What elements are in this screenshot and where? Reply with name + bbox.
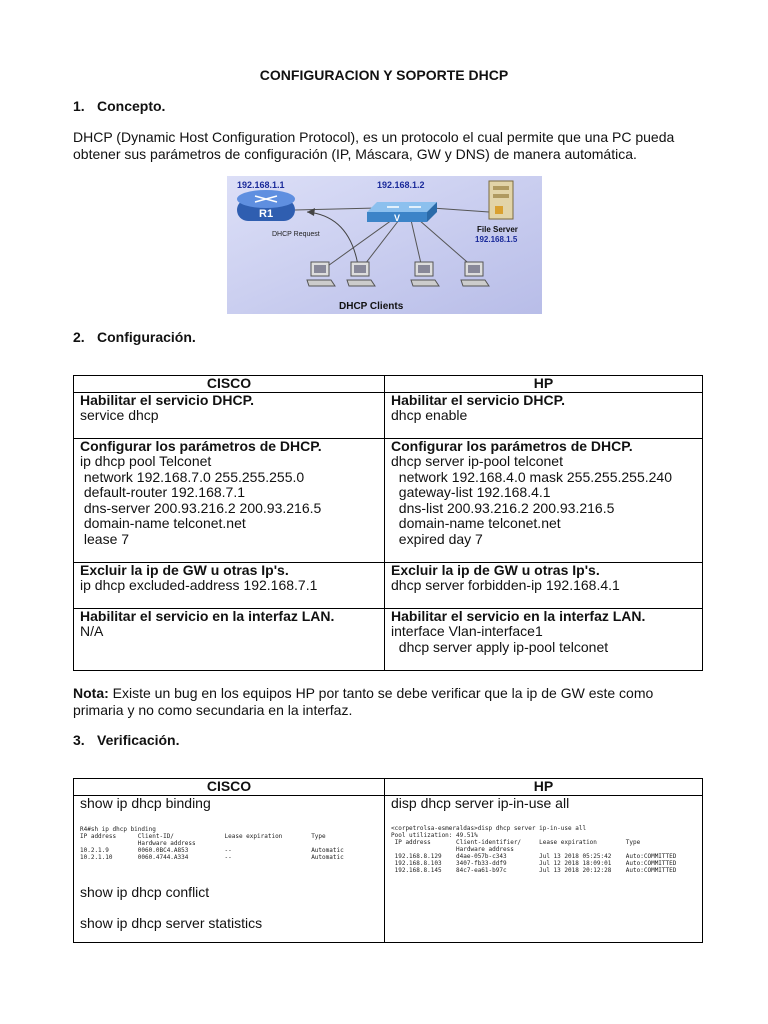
document-title: CONFIGURACION Y SOPORTE DHCP — [259, 67, 509, 83]
terminal-line: IP address Client-ID/ Lease expiration Type — [80, 833, 326, 840]
command-line: disp dhcp server ip-in-use all — [391, 794, 570, 811]
command-line: gateway-list 192.168.4.1 — [391, 484, 551, 500]
dhcp-clients-label: DHCP Clients — [339, 301, 404, 312]
cell-title: Habilitar el servicio en la interfaz LAN. — [80, 607, 335, 624]
cisco-terminal-output — [80, 826, 378, 861]
terminal-line: Pool utilization: 49.51% — [391, 832, 478, 839]
section-heading-configuracion — [73, 329, 196, 345]
section-heading-concepto — [73, 98, 165, 114]
cisco-cell — [74, 562, 385, 608]
hp-cell — [385, 795, 703, 942]
cell-title: Habilitar el servicio DHCP. — [80, 391, 255, 408]
command-line: domain-name telconet.net — [391, 515, 561, 531]
command-line: show ip dhcp binding — [80, 794, 211, 811]
cisco-cell — [74, 608, 385, 670]
hp-cell — [385, 562, 703, 608]
terminal-line: 10.2.1.9 0060.0BC4.A853 -- Automatic — [80, 847, 344, 854]
command-line: dhcp server forbidden-ip 192.168.4.1 — [391, 577, 620, 593]
cisco-cell — [74, 392, 385, 438]
terminal-line: 192.168.8.103 3407-fb33-ddf9 Jul 12 2018 18:09:01 Auto:COMMITTED — [391, 860, 677, 867]
switch-ip: 192.168.1.2 — [377, 180, 425, 190]
section-title: Configuración. — [97, 329, 196, 345]
hp-cell — [385, 438, 703, 562]
cell-title: Habilitar el servicio en la interfaz LAN. — [391, 607, 646, 624]
section-title: Concepto. — [97, 98, 166, 114]
intro-line: DHCP (Dynamic Host Configuration Protocol), es un protocolo el cual permite que una PC pueda — [73, 129, 675, 145]
terminal-line: 10.2.1.10 0060.4744.A334 -- Automatic — [80, 854, 344, 861]
hp-cell — [385, 392, 703, 438]
section-number: 2. — [73, 329, 85, 345]
cell-title: Configurar los parámetros de DHCP. — [391, 437, 633, 454]
column-header-cisco: CISCO — [74, 779, 385, 796]
section-number: 1. — [73, 98, 85, 114]
note-paragraph — [73, 685, 701, 719]
hp-cell — [385, 608, 703, 670]
switch-label: V — [394, 213, 401, 223]
command-line: service dhcp — [80, 407, 159, 423]
configuration-table — [73, 375, 703, 671]
terminal-line: Hardware address — [80, 840, 196, 847]
table-header-row — [74, 779, 703, 796]
router-ip: 192.168.1.1 — [237, 180, 285, 190]
command-line: network 192.168.7.0 255.255.255.0 — [80, 468, 305, 485]
terminal-line: <corpetrolsa-esmeraldas>disp dhcp server ip-in-use all — [391, 825, 587, 832]
intro-paragraph — [73, 129, 701, 163]
column-header-cisco: CISCO — [74, 376, 385, 393]
terminal-line: IP address Client-identifier/ Lease expiration Type — [391, 839, 641, 846]
switch-icon — [367, 202, 437, 222]
note-text: Existe un bug en los equipos HP por tanto se debe verificar que la ip de GW este como — [108, 685, 654, 701]
command-line: dhcp server ip-pool telconet — [391, 453, 563, 469]
table-header-row — [74, 376, 703, 393]
command-line: lease 7 — [80, 530, 130, 547]
note-label: Nota: — [73, 685, 109, 701]
terminal-line: Hardware address — [391, 846, 514, 853]
command-line: ip dhcp excluded-address 192.168.7.1 — [80, 577, 318, 593]
cell-title: Habilitar el servicio DHCP. — [391, 391, 566, 408]
intro-line: obtener sus parámetros de configuración (IP, Máscara, GW y DNS) de manera automática. — [73, 146, 637, 162]
note-text: primaria y no como secundaria en la interfaz. — [73, 702, 353, 718]
command-line: dhcp server apply ip-pool telconet — [391, 638, 609, 655]
cell-title: Excluir la ip de GW u otras Ip's. — [391, 561, 600, 578]
verification-table — [73, 778, 703, 943]
command-line: dns-server 200.93.216.2 200.93.216.5 — [80, 499, 322, 516]
table-row — [74, 392, 703, 438]
dhcp-request-label: DHCP Request — [272, 231, 320, 238]
terminal-line: R4#sh ip dhcp binding — [80, 826, 156, 833]
command-line: dns-list 200.93.216.2 200.93.216.5 — [391, 499, 615, 516]
column-header-hp: HP — [385, 376, 703, 393]
cell-title: Configurar los parámetros de DHCP. — [80, 437, 322, 454]
cisco-cell — [74, 438, 385, 562]
column-header-hp: HP — [385, 779, 703, 796]
hp-terminal-output — [391, 825, 696, 874]
command-line: ip dhcp pool Telconet — [80, 453, 212, 469]
section-title: Verificación. — [97, 732, 180, 748]
command-line: network 192.168.4.0 mask 255.255.255.240 — [391, 468, 672, 485]
terminal-line: 192.168.8.145 84c7-ea61-b97c Jul 13 2018 20:12:28 Auto:COMMITTED — [391, 867, 677, 874]
command-line: expired day 7 — [391, 530, 483, 547]
terminal-line: 192.168.8.129 d4ae-057b-c343 Jul 13 2018 05:25:42 Auto:COMMITTED — [391, 853, 677, 860]
server-label: File Server — [477, 225, 518, 234]
command-line: interface Vlan-interface1 — [391, 623, 543, 639]
command-line: N/A — [80, 623, 104, 639]
router-label: R1 — [259, 208, 274, 220]
command-line: dhcp enable — [391, 407, 468, 423]
server-ip: 192.168.1.5 — [475, 235, 518, 244]
cisco-cell — [74, 795, 385, 942]
table-row — [74, 795, 703, 942]
file-server-icon — [489, 181, 513, 219]
cell-title: Excluir la ip de GW u otras Ip's. — [80, 561, 289, 578]
table-row — [74, 438, 703, 562]
table-row — [74, 608, 703, 670]
section-number: 3. — [73, 732, 85, 748]
table-row — [74, 562, 703, 608]
dhcp-network-diagram — [227, 176, 542, 314]
command-line: show ip dhcp conflict — [80, 884, 210, 900]
command-line: default-router 192.168.7.1 — [80, 484, 246, 500]
command-line: domain-name telconet.net — [80, 515, 246, 531]
section-heading-verificacion — [73, 732, 179, 748]
command-line: show ip dhcp server statistics — [80, 914, 263, 931]
